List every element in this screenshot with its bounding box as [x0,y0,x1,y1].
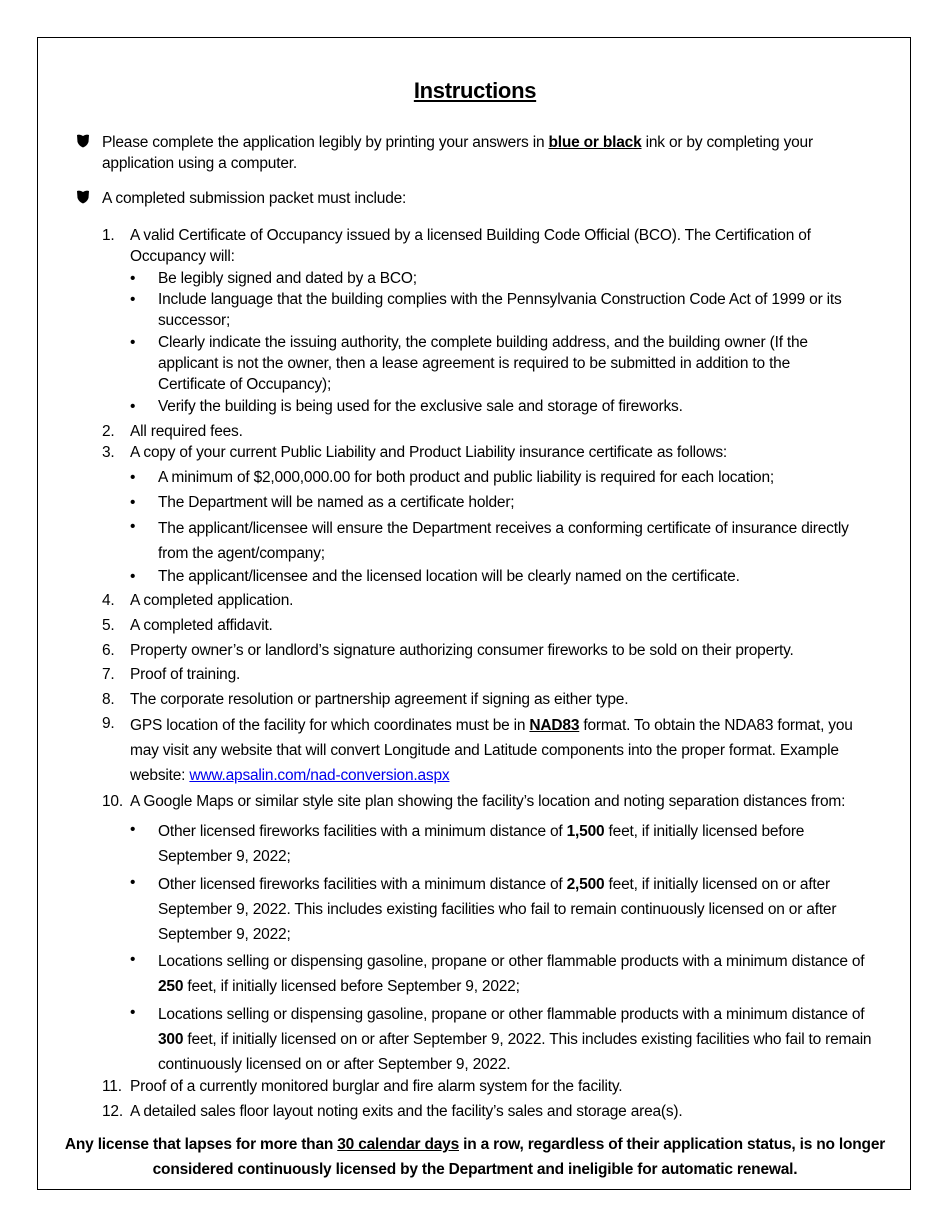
item-3b-text: The Department will be named as a certificate holder; [158,494,515,511]
item-number: 8. [102,691,115,708]
item-10a-text: Other licensed fireworks facilities with a minimum distance of 1,500 feet, if initially licensed before September 9, 2022; [158,823,805,865]
item-3c-text: The applicant/licensee will ensure the Department receives a conforming certificate of insurance directly from the agent/company; [158,520,849,562]
item-11-text: Proof of a currently monitored burglar and fire alarm system for the facility. [130,1078,623,1095]
sub-bullet: • [130,334,136,351]
sub-bullet: • [130,1004,136,1021]
item-10b-text: Other licensed fireworks facilities with a minimum distance of 2,500 feet, if initially licensed on or after September 9, 2022. This includes existing facilities who fail to remain continuously licensed on or after September 9, 2022; [158,876,837,943]
shield-bullet-icon [76,134,90,148]
sub-bullet: • [130,821,136,838]
item-8-text: The corporate resolution or partnership agreement if signing as either type. [130,691,629,708]
closing-notice: Any license that lapses for more than 30 calendar days in a row, regardless of their application status, is no longer considered continuously licensed by the Department and ineligible for automatic renewal. [64,1136,886,1178]
item-1b-text: Include language that the building complies with the Pennsylvania Construction Code Act of 1999 or its successor; [158,291,842,329]
item-number: 10. [102,793,123,810]
page-title: Instructions [413,78,537,103]
sub-bullet: • [130,469,136,486]
item-2-text: All required fees. [130,423,243,440]
item-5-text: A completed affidavit. [130,617,273,634]
item-number: 11. [102,1078,122,1095]
item-10c-text: Locations selling or dispensing gasoline, propane or other flammable products with a minimum distance of 250 feet, if initially licensed before September 9, 2022; [158,953,865,995]
item-9-text: GPS location of the facility for which coordinates must be in NAD83 format. To obtain the NDA83 format, you may visit any website that will convert Longitude and Latitude components into the proper format. Example website: www.apsalin.com/nad-conversion.aspx [130,717,853,784]
item-number: 2. [102,423,115,440]
item-number: 6. [102,642,115,659]
nad-conversion-link[interactable]: www.apsalin.com/nad-conversion.aspx [189,767,450,784]
sub-bullet: • [130,874,136,891]
intro-instruction-ink: Please complete the application legibly by printing your answers in blue or black ink or by completing your application using a computer. [102,134,813,172]
item-number: 12. [102,1103,123,1120]
sub-bullet: • [130,494,136,511]
item-1d-text: Verify the building is being used for the exclusive sale and storage of fireworks. [158,398,683,415]
item-3a-text: A minimum of $2,000,000.00 for both product and public liability is required for each location; [158,469,775,486]
item-number: 4. [102,592,115,609]
item-number: 3. [102,444,115,461]
item-4-text: A completed application. [130,592,294,609]
item-1c-text: Clearly indicate the issuing authority, the complete building address, and the building owner (If the applicant is not the owner, then a lease agreement is required to be submitted in addition to the Certificate of Occupancy); [158,334,808,393]
sub-bullet: • [130,568,136,585]
sub-bullet: • [130,270,136,287]
item-10d-text: Locations selling or dispensing gasoline, propane or other flammable products with a minimum distance of 300 feet, if initially licensed on or after September 9, 2022. This includes existing facilities who fail to remain continuously licensed on or after September 9, 2022. [158,1006,872,1073]
sub-bullet: • [130,291,136,308]
item-3d-text: The applicant/licensee and the licensed location will be clearly named on the certificate. [158,568,740,585]
item-number: 1. [102,227,115,244]
item-10-text: A Google Maps or similar style site plan showing the facility’s location and noting separation distances from: [130,793,846,810]
shield-bullet-icon [76,190,90,204]
item-number: 5. [102,617,115,634]
item-6-text: Property owner’s or landlord’s signature authorizing consumer fireworks to be sold on their property. [130,642,794,659]
item-1-text: A valid Certificate of Occupancy issued by a licensed Building Code Official (BCO). The Certification of Occupancy will: [130,227,811,265]
item-7-text: Proof of training. [130,666,241,683]
sub-bullet: • [130,398,136,415]
intro-packet-requirement: A completed submission packet must include: [102,190,407,207]
sub-bullet: • [130,951,136,968]
item-number: 9. [102,715,115,732]
item-1a-text: Be legibly signed and dated by a BCO; [158,270,417,287]
item-number: 7. [102,666,115,683]
item-12-text: A detailed sales floor layout noting exits and the facility’s sales and storage area(s). [130,1103,683,1120]
item-3-text: A copy of your current Public Liability and Product Liability insurance certificate as follows: [130,444,727,461]
sub-bullet: • [130,518,136,535]
